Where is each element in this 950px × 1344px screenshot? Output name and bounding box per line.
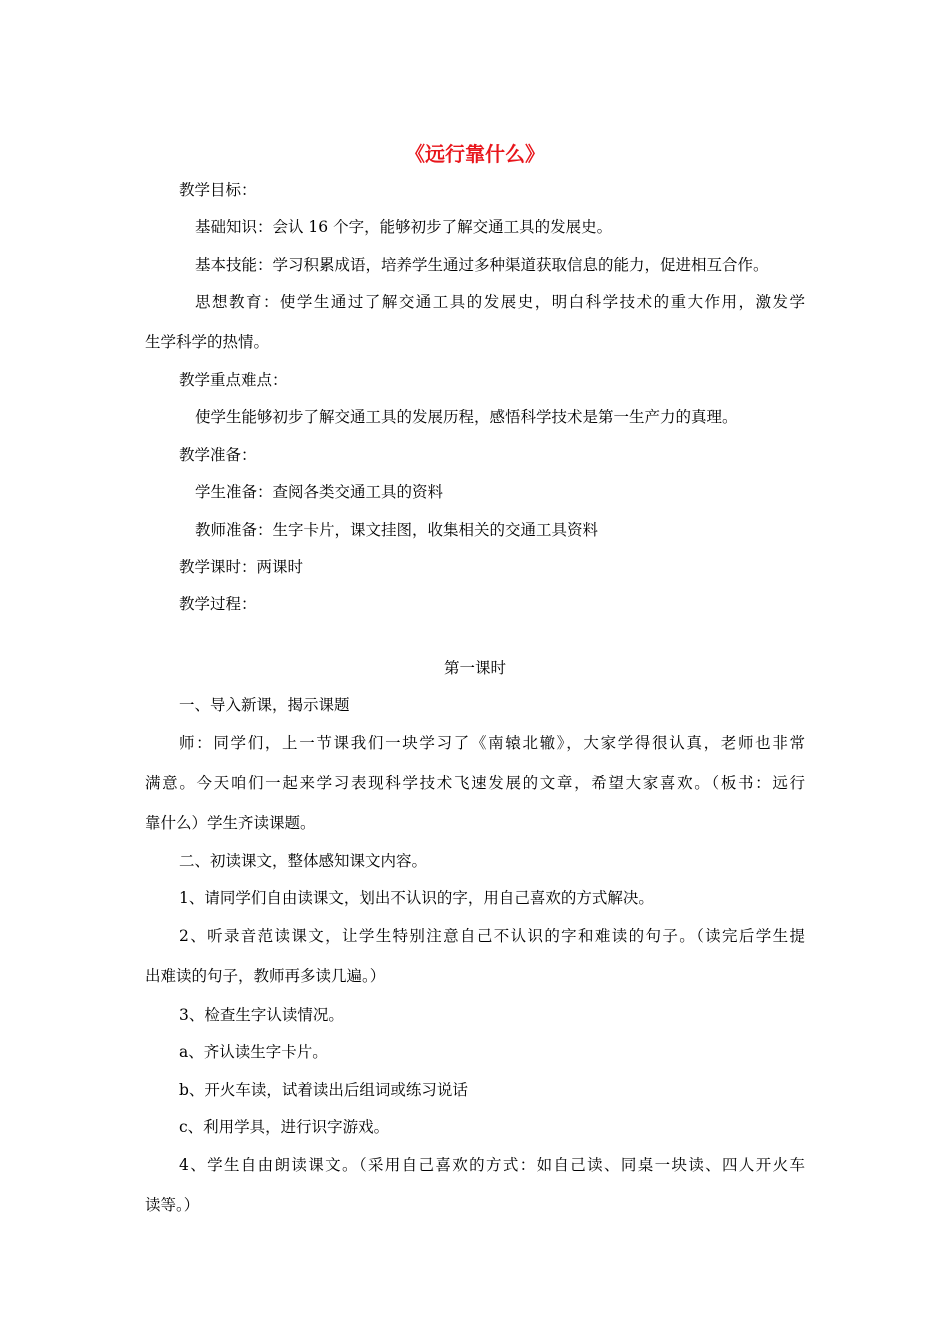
section-heading-first-lesson: 第一课时: [443, 659, 506, 677]
list-item-2-line2: 出难读的句子，教师再多读几遍。）: [145, 967, 386, 985]
list-item-3: 3、检查生字认读情况。: [179, 1006, 344, 1024]
list-item-3b: b、开火车读，试着读出后组词或练习说话: [179, 1081, 468, 1099]
list-item-1: 1、请同学们自由读课文，划出不认识的字，用自己喜欢的方式解决。: [179, 889, 654, 907]
heading-first-reading: 二、初读课文，整体感知课文内容。: [179, 852, 428, 870]
heading-introduction: 一、导入新课，揭示课题: [179, 696, 350, 714]
heading-teaching-goals: 教学目标：: [179, 181, 257, 199]
list-item-3a: a、齐认读生字卡片。: [179, 1043, 328, 1061]
paragraph-student-preparation: 学生准备：查阅各类交通工具的资料: [195, 483, 444, 501]
list-item-4-line2: 读等。）: [145, 1196, 200, 1214]
list-item-4-line1: 4、学生自由朗读课文。（采用自己喜欢的方式：如自己读、同桌一块读、四人开火车: [179, 1156, 805, 1174]
paragraph-moral-education-line2: 生学科学的热情。: [145, 333, 270, 351]
list-item-3c: c、利用学具，进行识字游戏。: [179, 1118, 390, 1136]
paragraph-teacher-preparation: 教师准备：生字卡片，课文挂图，收集相关的交通工具资料: [195, 521, 599, 539]
paragraph-teacher-speech-line2: 满意。今天咱们一起来学习表现科学技术飞速发展的文章，希望大家喜欢。（板书：远行: [145, 774, 805, 792]
heading-teaching-process: 教学过程：: [179, 595, 257, 613]
list-item-2-line1: 2、听录音范读课文，让学生特别注意自己不认识的字和难读的句子。（读完后学生提: [179, 927, 805, 945]
paragraph-class-hours: 教学课时：两课时: [179, 558, 304, 576]
heading-preparation: 教学准备：: [179, 446, 257, 464]
paragraph-basic-skills: 基本技能：学习积累成语，培养学生通过多种渠道获取信息的能力，促进相互合作。: [195, 256, 769, 274]
paragraph-teacher-speech-line1: 师：同学们，上一节课我们一块学习了《南辕北辙》，大家学得很认真，老师也非常: [179, 734, 805, 752]
document-title: 《远行靠什么》: [405, 142, 545, 166]
paragraph-teacher-speech-line3: 靠什么）学生齐读课题。: [145, 814, 316, 832]
paragraph-moral-education-line1: 思想教育：使学生通过了解交通工具的发展史，明白科学技术的重大作用，激发学: [195, 293, 805, 311]
paragraph-basic-knowledge: 基础知识：会认 16 个字，能够初步了解交通工具的发展史。: [195, 218, 613, 236]
heading-key-points: 教学重点难点：: [179, 371, 288, 389]
paragraph-key-points: 使学生能够初步了解交通工具的发展历程，感悟科学技术是第一生产力的真理。: [195, 408, 738, 426]
